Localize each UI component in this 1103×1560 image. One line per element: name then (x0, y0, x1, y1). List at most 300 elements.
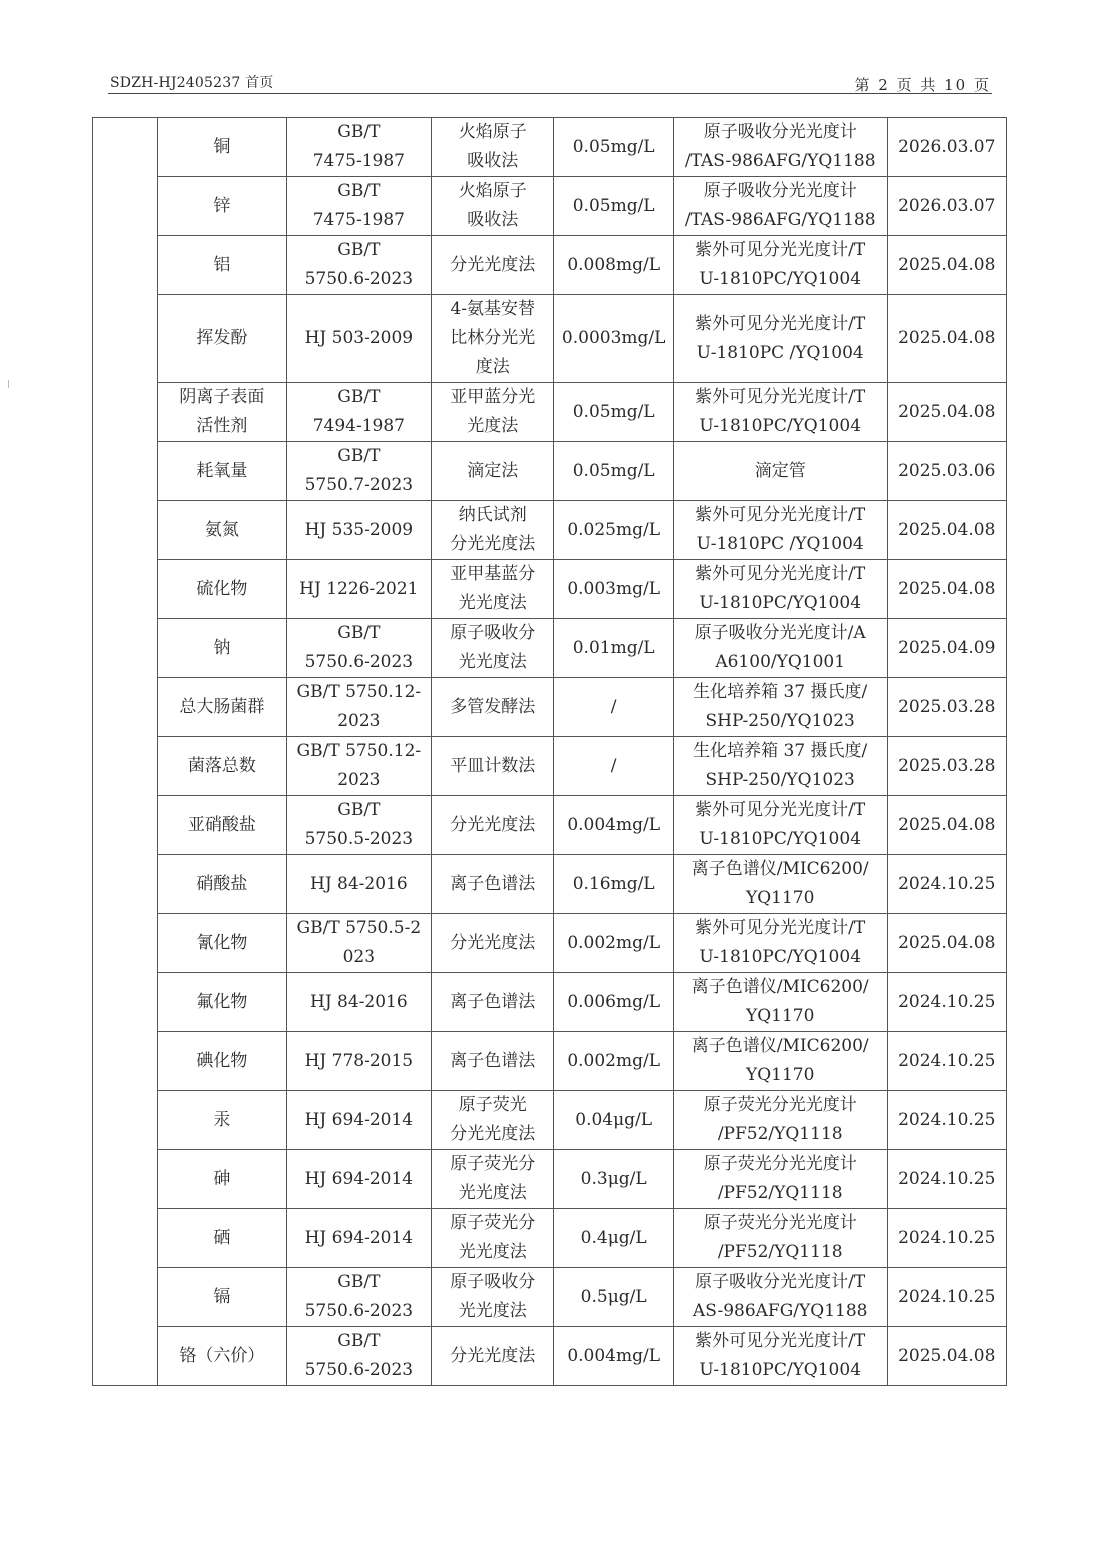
standard-cell (286, 1209, 431, 1268)
standard-cell-line: HJ 694-2014 (304, 1227, 414, 1248)
method-cell-line: 光光度法 (458, 1242, 527, 1262)
standard-cell (286, 236, 431, 295)
standard-cell-line: HJ 84-2016 (310, 991, 408, 1012)
instrument-cell-line: 紫外可见分光光度计/T (695, 1331, 866, 1351)
analyte-cell-line: 阴离子表面 (179, 387, 265, 407)
detection-limit-cell-line: 0.008mg/L (567, 254, 660, 275)
table-row (93, 501, 1007, 560)
analyte-cell-line: 耗氧量 (196, 460, 248, 481)
detection-limit-cell (554, 236, 673, 295)
analyte-cell-line: 砷 (213, 1168, 231, 1189)
calibration-date-cell (887, 855, 1006, 914)
analyte-cell-line: 碘化物 (196, 1050, 248, 1071)
calibration-date-cell (887, 501, 1006, 560)
results-table-body (93, 118, 1007, 1386)
instrument-cell (673, 118, 887, 177)
method-cell-line: 多管发酵法 (450, 696, 536, 717)
instrument-cell (673, 678, 887, 737)
table-row (93, 295, 1007, 383)
method-cell (432, 1091, 554, 1150)
method-cell (432, 619, 554, 678)
instrument-cell-line: AS-986AFG/YQ1188 (692, 1301, 868, 1321)
detection-limit-cell-line: 0.004mg/L (567, 1345, 660, 1366)
analyte-cell (158, 442, 286, 501)
method-cell (432, 1209, 554, 1268)
instrument-cell (673, 855, 887, 914)
calibration-date-cell (887, 796, 1006, 855)
calibration-date-cell-text: 2025.04.08 (898, 519, 996, 540)
instrument-cell (673, 914, 887, 973)
instrument-cell (673, 796, 887, 855)
analyte-cell (158, 236, 286, 295)
standard-cell (286, 295, 431, 383)
analyte-cell (158, 1209, 286, 1268)
analyte-cell (158, 383, 286, 442)
calibration-date-cell (887, 236, 1006, 295)
detection-limit-cell (554, 177, 673, 236)
detection-limit-cell-line: 0.3μg/L (580, 1168, 647, 1189)
method-cell-line: 分光光度法 (450, 1345, 536, 1366)
detection-limit-cell (554, 619, 673, 678)
table-row (93, 236, 1007, 295)
standard-cell (286, 383, 431, 442)
calibration-date-cell-text: 2024.10.25 (898, 1286, 996, 1307)
standard-cell (286, 1268, 431, 1327)
page-info: 第 2 页 共 10 页 (854, 76, 991, 94)
method-cell-line: 分光光度法 (450, 534, 536, 554)
standard-cell-line: 023 (342, 947, 376, 967)
method-cell-line: 分光光度法 (450, 1124, 536, 1144)
calibration-date-cell-text: 2025.03.28 (898, 755, 996, 776)
method-cell (432, 295, 554, 383)
calibration-date-cell-text: 2024.10.25 (898, 1109, 996, 1130)
table-row (93, 1091, 1007, 1150)
table-row (93, 737, 1007, 796)
standard-cell (286, 560, 431, 619)
instrument-cell-line: 紫外可见分光光度计/T (695, 800, 866, 820)
instrument-cell-line: YQ1170 (745, 1065, 815, 1085)
analyte-cell-line: 铝 (213, 254, 231, 275)
method-cell-line: 火焰原子 (458, 181, 527, 201)
detection-limit-cell-line: 0.002mg/L (567, 932, 660, 953)
calibration-date-cell-text: 2024.10.25 (898, 1050, 996, 1071)
method-cell-line: 度法 (475, 357, 510, 377)
detection-limit-cell (554, 383, 673, 442)
instrument-cell-line: YQ1170 (745, 1006, 815, 1026)
method-cell (432, 973, 554, 1032)
analyte-cell-line: 铬（六价） (179, 1345, 265, 1366)
detection-limit-cell (554, 1032, 673, 1091)
standard-cell (286, 1032, 431, 1091)
instrument-cell-line: 紫外可见分光光度计/T (695, 918, 866, 938)
analyte-cell-line: 硒 (213, 1227, 231, 1248)
method-cell-line: 离子色谱法 (450, 1050, 536, 1071)
calibration-date-cell-text: 2025.04.08 (898, 814, 996, 835)
detection-limit-cell-line: 0.05mg/L (572, 401, 655, 422)
standard-cell-line: 5750.6-2023 (304, 1301, 414, 1321)
standard-cell (286, 678, 431, 737)
detection-limit-cell-line: 0.16mg/L (572, 873, 655, 894)
method-cell-line: 原子荧光 (458, 1095, 527, 1115)
detection-limit-cell (554, 295, 673, 383)
method-cell-line: 纳氏试剂 (458, 505, 527, 525)
standard-cell-line: HJ 778-2015 (304, 1050, 414, 1071)
report-id: SDZH-HJ2405237 首页 (110, 75, 274, 91)
detection-limit-cell-line: 0.025mg/L (567, 519, 660, 540)
method-cell (432, 1150, 554, 1209)
instrument-cell (673, 295, 887, 383)
method-cell (432, 855, 554, 914)
method-cell-line: 4-氨基安替 (450, 299, 536, 319)
standard-cell-line: 5750.5-2023 (304, 829, 414, 849)
detection-limit-cell (554, 1091, 673, 1150)
method-cell-line: 亚甲基蓝分 (450, 564, 536, 584)
standard-cell-line: GB/T (337, 800, 381, 820)
instrument-cell (673, 973, 887, 1032)
method-cell-line: 火焰原子 (458, 122, 527, 142)
instrument-cell-line: U-1810PC/YQ1004 (699, 829, 862, 849)
standard-cell-line: 5750.7-2023 (304, 475, 414, 495)
method-cell (432, 914, 554, 973)
standard-cell-line: 7475-1987 (312, 210, 405, 230)
instrument-cell-line: U-1810PC/YQ1004 (699, 593, 862, 613)
header-divider (108, 93, 992, 94)
analyte-cell-line: 汞 (213, 1109, 231, 1130)
standard-cell (286, 177, 431, 236)
analyte-cell-line: 镉 (213, 1286, 231, 1307)
standard-cell (286, 737, 431, 796)
standard-cell-line: 5750.6-2023 (304, 1360, 414, 1380)
calibration-date-cell (887, 1327, 1006, 1386)
method-cell-line: 分光光度法 (450, 814, 536, 835)
table-row (93, 383, 1007, 442)
calibration-date-cell-text: 2025.04.08 (898, 401, 996, 422)
analyte-cell-line: 硫化物 (196, 578, 248, 599)
instrument-cell-line: SHP-250/YQ1023 (705, 770, 855, 790)
analyte-cell (158, 295, 286, 383)
analyte-cell (158, 1150, 286, 1209)
detection-limit-cell (554, 118, 673, 177)
instrument-cell (673, 1209, 887, 1268)
standard-cell-line: GB/T 5750.12- (296, 682, 422, 702)
standard-cell (286, 914, 431, 973)
calibration-date-cell (887, 1209, 1006, 1268)
standard-cell-line: GB/T 5750.5-2 (296, 918, 422, 938)
table-row (93, 619, 1007, 678)
calibration-date-cell (887, 118, 1006, 177)
standard-cell (286, 1091, 431, 1150)
table-row (93, 855, 1007, 914)
calibration-date-cell-text: 2025.04.09 (898, 637, 996, 658)
standard-cell-line: HJ 694-2014 (304, 1168, 414, 1189)
detection-limit-cell (554, 737, 673, 796)
detection-limit-cell (554, 1268, 673, 1327)
method-cell-line: 原子荧光分 (450, 1154, 536, 1174)
calibration-date-cell (887, 1150, 1006, 1209)
instrument-cell (673, 560, 887, 619)
method-cell (432, 737, 554, 796)
method-cell-line: 滴定法 (467, 460, 519, 481)
instrument-cell (673, 442, 887, 501)
detection-limit-cell-line: 0.5μg/L (580, 1286, 647, 1307)
standard-cell (286, 442, 431, 501)
detection-limit-cell (554, 855, 673, 914)
detection-limit-cell (554, 501, 673, 560)
standard-cell-line: GB/T (337, 122, 381, 142)
method-cell (432, 678, 554, 737)
standard-cell (286, 118, 431, 177)
analyte-cell (158, 1268, 286, 1327)
instrument-cell-line: 紫外可见分光光度计/T (695, 505, 866, 525)
analyte-cell-line: 氟化物 (196, 991, 248, 1012)
detection-limit-cell-line: / (610, 755, 617, 776)
method-cell-line: 光光度法 (458, 1183, 527, 1203)
analyte-cell-line: 亚硝酸盐 (187, 814, 256, 835)
method-cell (432, 383, 554, 442)
table-row (93, 442, 1007, 501)
calibration-date-cell-text: 2025.04.08 (898, 254, 996, 275)
calibration-date-cell (887, 177, 1006, 236)
method-cell-line: 平皿计数法 (450, 755, 536, 776)
instrument-cell-line: 紫外可见分光光度计/T (695, 387, 866, 407)
instrument-cell-line: 紫外可见分光光度计/T (695, 313, 866, 334)
method-cell-line: 离子色谱法 (450, 873, 536, 894)
table-row (93, 1268, 1007, 1327)
instrument-cell-line: 紫外可见分光光度计/T (695, 564, 866, 584)
method-cell-line: 比林分光光 (450, 328, 536, 348)
detection-limit-cell (554, 678, 673, 737)
calibration-date-cell-text: 2025.04.08 (898, 1345, 996, 1366)
table-row (93, 1032, 1007, 1091)
analyte-cell-line: 挥发酚 (196, 328, 248, 348)
table-row (93, 1150, 1007, 1209)
calibration-date-cell-text: 2024.10.25 (898, 991, 996, 1012)
method-cell (432, 442, 554, 501)
calibration-date-cell (887, 973, 1006, 1032)
analyte-cell (158, 914, 286, 973)
standard-cell (286, 501, 431, 560)
detection-limit-cell-line: 0.0003mg/L (561, 328, 666, 348)
standard-cell-line: GB/T (337, 387, 381, 407)
instrument-cell-line: 离子色谱仪/MIC6200/ (691, 859, 869, 879)
instrument-cell-line: 原子吸收分光光度计 (703, 181, 857, 201)
calibration-date-cell (887, 1268, 1006, 1327)
analyte-cell-line: 铜 (213, 136, 231, 157)
instrument-cell-line: 原子荧光分光光度计 (703, 1095, 857, 1115)
instrument-cell-line: 生化培养箱 37 摄氏度/ (693, 682, 868, 702)
standard-cell (286, 1150, 431, 1209)
calibration-date-cell-text: 2025.03.06 (898, 460, 996, 481)
standard-cell-line: GB/T (337, 446, 381, 466)
instrument-cell-line: 原子荧光分光光度计 (703, 1213, 857, 1233)
analyte-cell-line: 总大肠菌群 (179, 696, 265, 717)
scan-artifact (8, 380, 9, 388)
table-row (93, 678, 1007, 737)
method-cell (432, 236, 554, 295)
calibration-date-cell-text: 2026.03.07 (898, 136, 996, 157)
method-cell (432, 501, 554, 560)
standard-cell-line: 7475-1987 (312, 151, 405, 171)
calibration-date-cell (887, 914, 1006, 973)
method-cell-line: 原子荧光分 (450, 1213, 536, 1233)
merged-category-cell (93, 118, 158, 1386)
instrument-cell-line: 原子吸收分光光度计/T (695, 1272, 866, 1292)
instrument-cell-line: 原子吸收分光光度计 (703, 122, 857, 142)
analyte-cell-line: 硝酸盐 (196, 873, 248, 894)
instrument-cell-line: A6100/YQ1001 (715, 652, 846, 672)
method-cell (432, 1327, 554, 1386)
analyte-cell (158, 678, 286, 737)
analyte-cell (158, 1327, 286, 1386)
analyte-cell (158, 501, 286, 560)
calibration-date-cell (887, 1032, 1006, 1091)
calibration-date-cell-text: 2025.03.28 (898, 696, 996, 717)
standard-cell (286, 855, 431, 914)
analyte-cell (158, 177, 286, 236)
calibration-date-cell (887, 678, 1006, 737)
instrument-cell-line: U-1810PC/YQ1004 (699, 947, 862, 967)
detection-limit-cell-line: 0.01mg/L (572, 637, 655, 658)
standard-cell-line: GB/T (337, 1331, 381, 1351)
detection-limit-cell-line: / (610, 696, 617, 717)
standard-cell-line: GB/T (337, 1272, 381, 1292)
method-cell-line: 光光度法 (458, 1301, 527, 1321)
analyte-cell-line: 氰化物 (196, 932, 248, 953)
detection-limit-cell-line: 0.002mg/L (567, 1050, 660, 1071)
instrument-cell-line: U-1810PC/YQ1004 (699, 1360, 862, 1380)
calibration-date-cell (887, 442, 1006, 501)
table-row (93, 118, 1007, 177)
standard-cell (286, 1327, 431, 1386)
instrument-cell-line: YQ1170 (745, 888, 815, 908)
method-cell (432, 118, 554, 177)
detection-limit-cell-line: 0.05mg/L (572, 136, 655, 157)
detection-limit-cell (554, 1209, 673, 1268)
instrument-cell (673, 236, 887, 295)
method-cell (432, 560, 554, 619)
instrument-cell-line: /PF52/YQ1118 (717, 1124, 843, 1144)
instrument-cell (673, 383, 887, 442)
standard-cell (286, 619, 431, 678)
method-cell-line: 吸收法 (467, 151, 519, 171)
table-row (93, 560, 1007, 619)
instrument-cell-line: /PF52/YQ1118 (717, 1242, 843, 1262)
detection-limit-cell-line: 0.4μg/L (580, 1227, 647, 1248)
standard-cell-line: HJ 694-2014 (304, 1109, 414, 1130)
results-table (92, 117, 1007, 1386)
instrument-cell-line: 生化培养箱 37 摄氏度/ (693, 741, 868, 761)
instrument-cell-line: U-1810PC /YQ1004 (696, 534, 864, 554)
analyte-cell (158, 1091, 286, 1150)
detection-limit-cell-line: 0.05mg/L (572, 460, 655, 481)
instrument-cell-line: /PF52/YQ1118 (717, 1183, 843, 1203)
method-cell-line: 离子色谱法 (450, 991, 536, 1012)
calibration-date-cell (887, 295, 1006, 383)
instrument-cell (673, 501, 887, 560)
instrument-cell (673, 737, 887, 796)
calibration-date-cell-text: 2024.10.25 (898, 1168, 996, 1189)
analyte-cell (158, 737, 286, 796)
instrument-cell-line: 离子色谱仪/MIC6200/ (691, 977, 869, 997)
instrument-cell-line: 原子吸收分光光度计/A (694, 623, 866, 643)
instrument-cell-line: 离子色谱仪/MIC6200/ (691, 1036, 869, 1056)
calibration-date-cell-text: 2025.04.08 (898, 578, 996, 599)
instrument-cell (673, 619, 887, 678)
detection-limit-cell-line: 0.003mg/L (567, 578, 660, 599)
instrument-cell (673, 1032, 887, 1091)
standard-cell-line: HJ 84-2016 (310, 873, 408, 894)
calibration-date-cell (887, 737, 1006, 796)
instrument-cell-line: U-1810PC/YQ1004 (699, 269, 862, 289)
analyte-cell (158, 1032, 286, 1091)
detection-limit-cell (554, 560, 673, 619)
detection-limit-cell (554, 1327, 673, 1386)
standard-cell-line: 5750.6-2023 (304, 652, 414, 672)
table-row (93, 177, 1007, 236)
detection-limit-cell-line: 0.004mg/L (567, 814, 660, 835)
method-cell (432, 796, 554, 855)
detection-limit-cell (554, 442, 673, 501)
table-row (93, 1209, 1007, 1268)
detection-limit-cell (554, 1150, 673, 1209)
standard-cell-line: 2023 (337, 770, 381, 790)
standard-cell-line: 7494-1987 (312, 416, 405, 436)
detection-limit-cell (554, 914, 673, 973)
calibration-date-cell-text: 2024.10.25 (898, 873, 996, 894)
instrument-cell-line: SHP-250/YQ1023 (705, 711, 855, 731)
standard-cell (286, 973, 431, 1032)
standard-cell (286, 796, 431, 855)
method-cell-line: 原子吸收分 (450, 623, 536, 643)
instrument-cell-line: 原子荧光分光光度计 (703, 1154, 857, 1174)
instrument-cell-line: 紫外可见分光光度计/T (695, 240, 866, 260)
instrument-cell (673, 1268, 887, 1327)
instrument-cell (673, 1091, 887, 1150)
method-cell-line: 分光光度法 (450, 254, 536, 275)
analyte-cell-line: 活性剂 (196, 416, 248, 436)
standard-cell-line: 5750.6-2023 (304, 269, 414, 289)
analyte-cell (158, 619, 286, 678)
table-row (93, 914, 1007, 973)
calibration-date-cell-text: 2024.10.25 (898, 1227, 996, 1248)
standard-cell-line: HJ 1226-2021 (299, 578, 419, 599)
calibration-date-cell (887, 560, 1006, 619)
table-row (93, 796, 1007, 855)
method-cell-line: 光光度法 (458, 652, 527, 672)
analyte-cell (158, 118, 286, 177)
table-row (93, 973, 1007, 1032)
method-cell-line: 亚甲蓝分光 (450, 387, 536, 407)
table-row (93, 1327, 1007, 1386)
method-cell-line: 吸收法 (467, 210, 519, 230)
analyte-cell-line: 锌 (213, 195, 231, 216)
standard-cell-line: GB/T (337, 181, 381, 201)
calibration-date-cell (887, 1091, 1006, 1150)
calibration-date-cell (887, 383, 1006, 442)
standard-cell-line: HJ 535-2009 (304, 519, 414, 540)
detection-limit-cell-line: 0.006mg/L (567, 991, 660, 1012)
analyte-cell-line: 菌落总数 (187, 755, 256, 776)
calibration-date-cell-text: 2026.03.07 (898, 195, 996, 216)
instrument-cell (673, 177, 887, 236)
detection-limit-cell-line: 0.04μg/L (575, 1109, 653, 1130)
detection-limit-cell-line: 0.05mg/L (572, 195, 655, 216)
method-cell-line: 原子吸收分 (450, 1272, 536, 1292)
instrument-cell (673, 1150, 887, 1209)
standard-cell-line: GB/T (337, 623, 381, 643)
detection-limit-cell (554, 796, 673, 855)
analyte-cell (158, 973, 286, 1032)
